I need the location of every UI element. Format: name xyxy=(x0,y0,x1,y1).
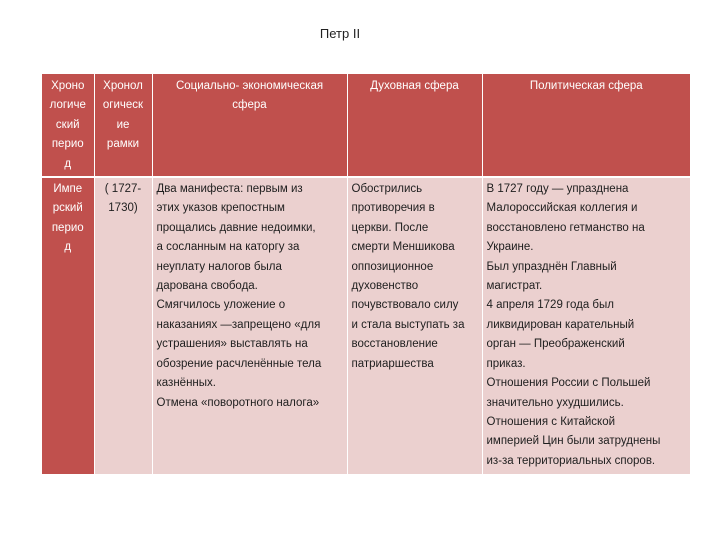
header-social-economic: Социально- экономическая сфера xyxy=(152,74,347,177)
cell-social-economic: Два манифеста: первым из этих указов крепостным прощались давние недоимки, а сосланным на каторгу за неуплату налогов была дарована свобода. Смягчилось уложение о наказаниях —запрещено «для устрашения» выставлять на обозрение расчленённые тела казнённых. Отмена «поворотного налога» xyxy=(152,177,347,474)
cell-dates: ( 1727- 1730) xyxy=(94,177,152,474)
cell-political: В 1727 году — упразднена Малороссийская коллегия и восстановлено гетманство на Украине. Был упразднён Главный магистрат. 4 апреля 1729 года был ликвидирован карательный орган — Преображенский приказ. Отношения России с Польшей значительно ухудшились. Отношения с Китайской империей Цин были затруднены из-за территориальных споров. xyxy=(482,177,690,474)
table-row xyxy=(42,177,690,474)
cell-period: Импе рский перио д xyxy=(42,177,94,474)
header-period: Хроно логиче ский перио д xyxy=(42,74,94,177)
table-header-row xyxy=(42,74,690,177)
page-title: Петр II xyxy=(319,26,361,41)
cell-spiritual: Обострились противоречия в церкви. После смерти Меншикова оппозиционное духовенство почувствовало силу и стала выступать за восстановление патриаршества xyxy=(347,177,482,474)
header-spiritual: Духовная сфера xyxy=(347,74,482,177)
header-political: Политическая сфера xyxy=(482,74,690,177)
history-table xyxy=(42,74,690,474)
header-dates: Хронол огическ ие рамки xyxy=(94,74,152,177)
